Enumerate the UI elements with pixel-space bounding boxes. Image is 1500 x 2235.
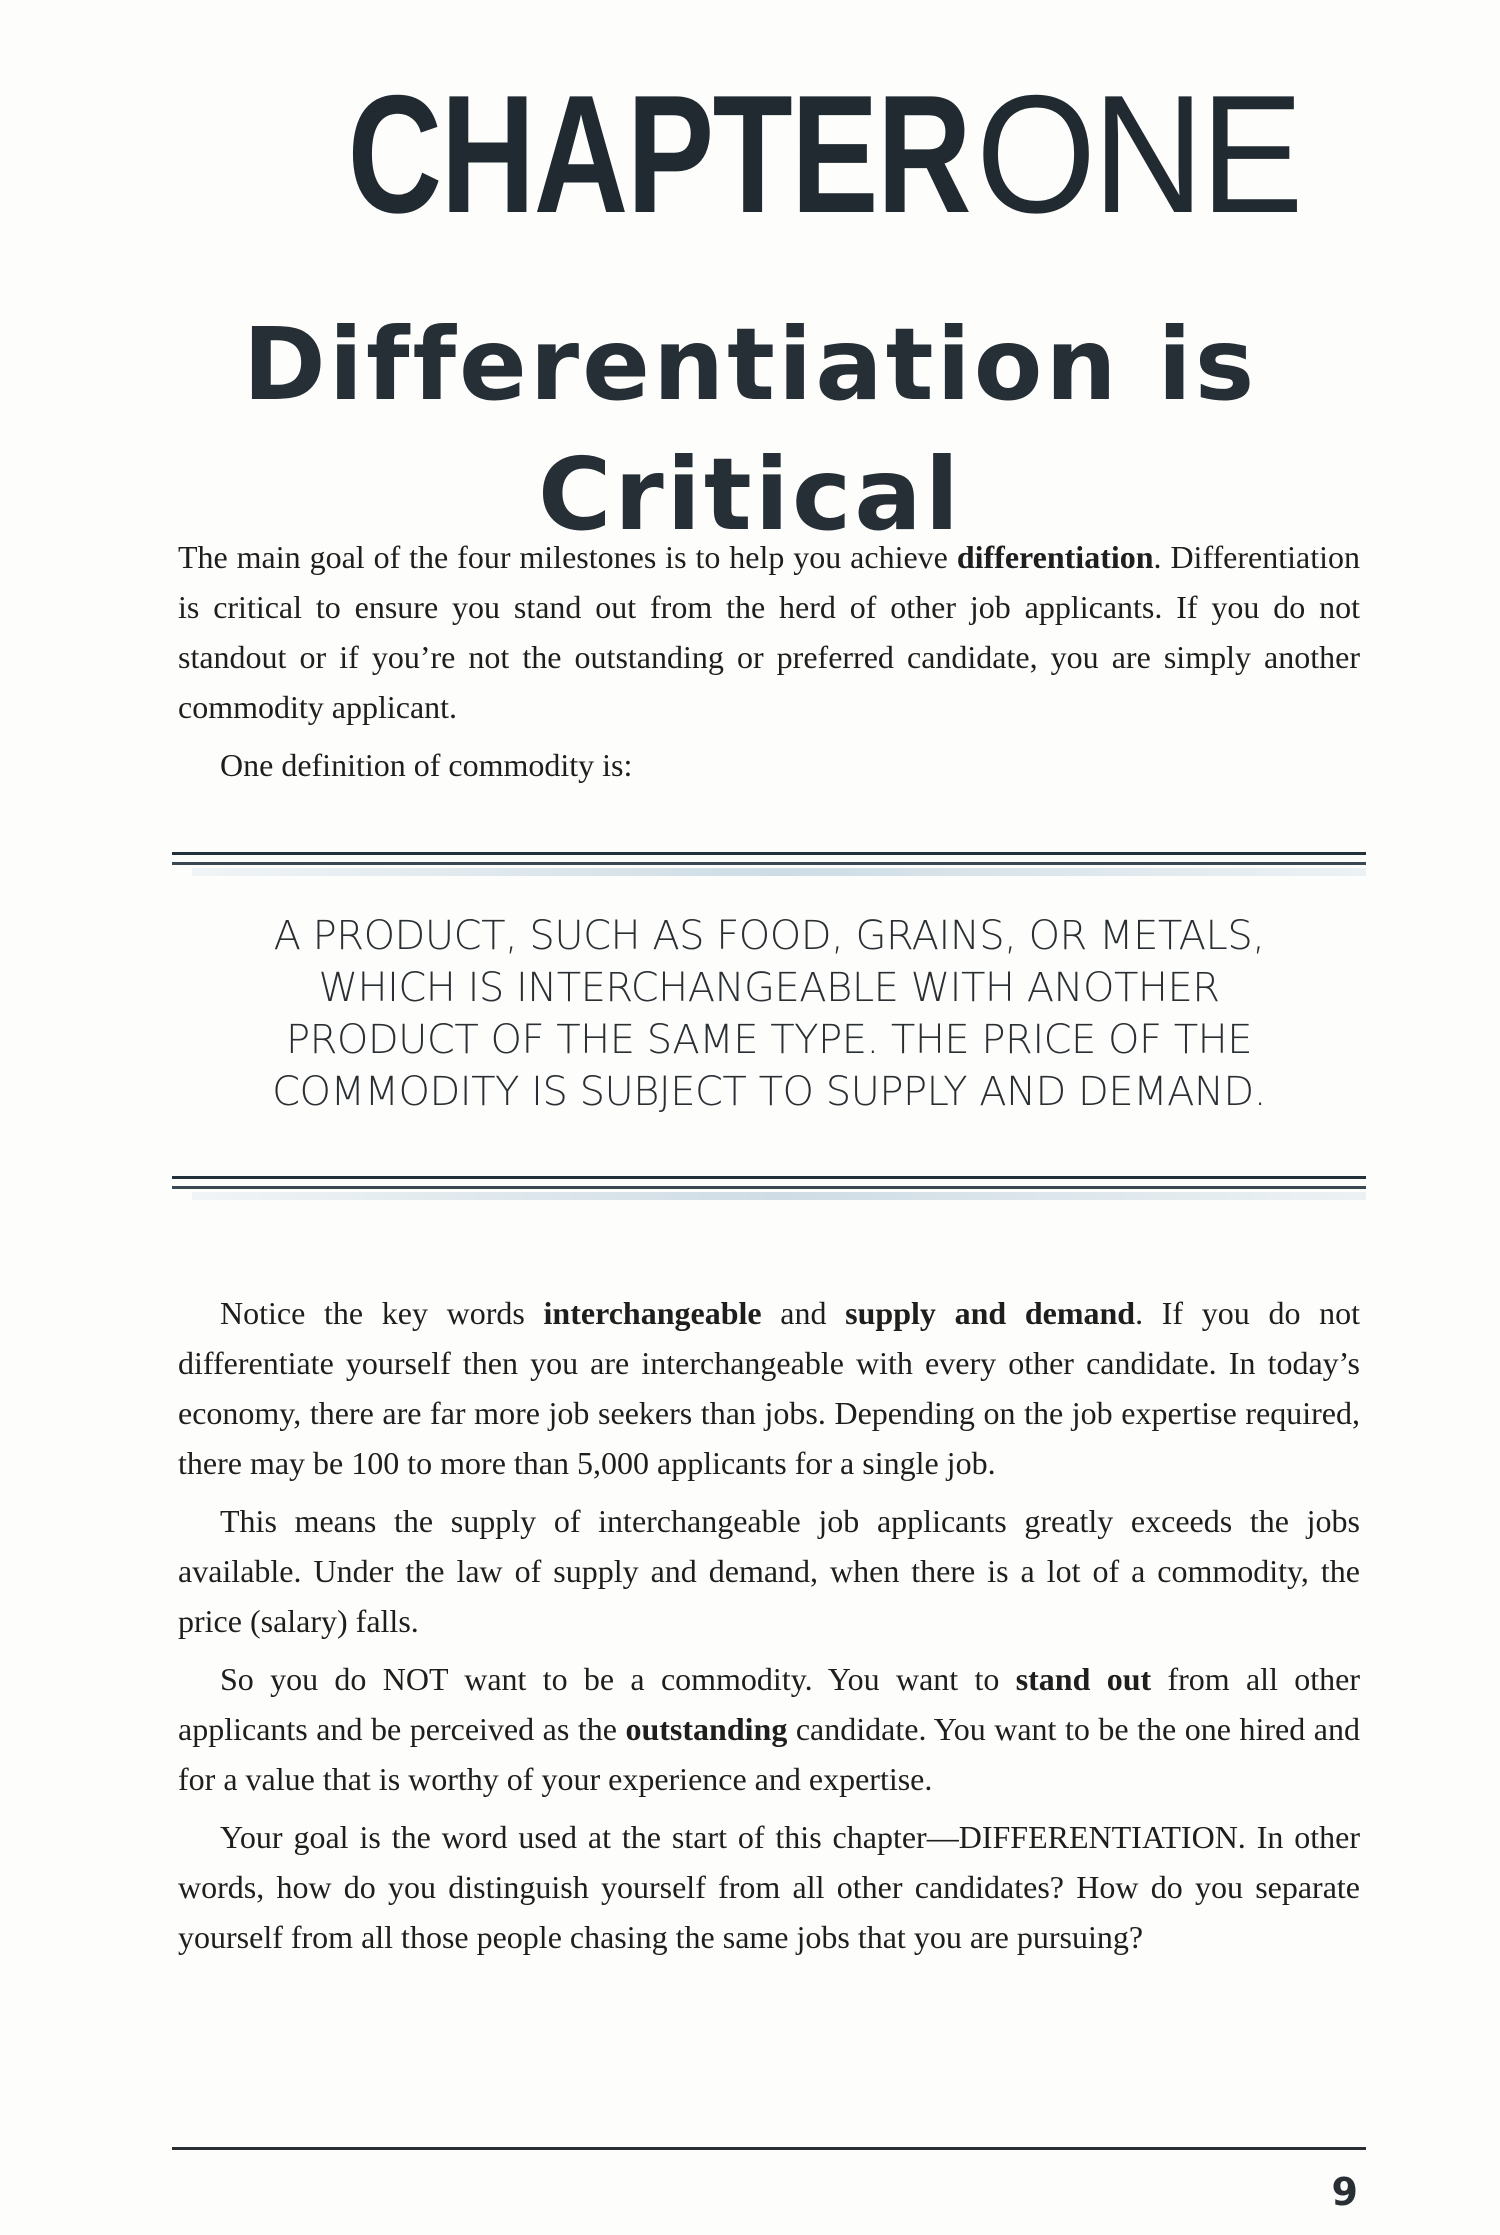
- text-run: So you do NOT want to be a commodity. You want to: [220, 1661, 1016, 1697]
- text-run: from all other applicants and be perceived as the: [178, 1661, 1361, 1747]
- text-run: candidate. You want to be the one hired and for a value that is worthy of your experience and expertise.: [178, 1711, 1360, 1797]
- chapter-title: [0, 300, 1500, 560]
- text-run: The main goal of the four milestones is to help you achieve: [178, 539, 957, 575]
- text-run: Notice the key words: [220, 1295, 544, 1331]
- chapter-title-line-1: Differentiation is: [242, 306, 1258, 423]
- intro-paragraph-1: [178, 532, 1360, 732]
- chapter-heading: [0, 60, 1500, 248]
- body-paragraph-4: Your goal is the word used at the start of this chapter—DIFFERENTIATION. In other words, how do you distinguish yourself from all other candidates? How do you separate yourself from all those people chasing the same jobs that you are pursuing?: [178, 1819, 1360, 1955]
- bold-term-interchangeable: interchangeable: [543, 1295, 762, 1331]
- footer-rule: [172, 2147, 1366, 2150]
- body-paragraph-2: This means the supply of interchangeable job applicants greatly exceeds the jobs available. Under the law of supply and demand, when there is a lot of a commodity, the price (salary) falls.: [178, 1503, 1360, 1639]
- chapter-title-line-2: Critical: [537, 436, 963, 553]
- definition-bottom-rule: [172, 1176, 1366, 1198]
- definition-line-1: A PRODUCT, SUCH AS FOOD, GRAINS, OR METALS,: [273, 913, 1265, 959]
- text-run: . If you do not differentiate yourself then you are interchangeable with every other candidate. In today’s economy, there are far more job seekers than jobs. Depending on the job expertise required, there may be 100 to more than 5,000 applicants for a single job.: [178, 1295, 1361, 1481]
- bold-term-differentiation: differentiation: [956, 539, 1154, 575]
- intro-paragraph-2: One definition of commodity is:: [220, 747, 633, 783]
- definition-line-3: PRODUCT OF THE SAME TYPE. THE PRICE OF THE: [285, 1017, 1253, 1063]
- text-run: and: [761, 1295, 846, 1331]
- body-paragraph-1: [178, 1288, 1360, 1488]
- text-run: . Differentiation is critical to ensure you stand out from the herd of other job applicants. If you do not standout or if you’re not the outstanding or preferred candidate, you are simply another commodity applicant.: [178, 539, 1361, 725]
- page-number: 9: [1331, 2170, 1358, 2214]
- body-text: [178, 1288, 1360, 1970]
- definition-line-4: COMMODITY IS SUBJECT TO SUPPLY AND DEMAND.: [272, 1069, 1266, 1115]
- body-paragraph-3: [178, 1654, 1360, 1804]
- definition-top-rule: [172, 852, 1366, 874]
- chapter-word: CHAPTER: [347, 60, 970, 248]
- intro-text: [178, 532, 1360, 798]
- bold-term-stand-out: stand out: [1015, 1661, 1152, 1697]
- bold-term-supply-and-demand: supply and demand: [845, 1295, 1136, 1331]
- definition-line-2: WHICH IS INTERCHANGEABLE WITH ANOTHER: [318, 965, 1220, 1011]
- chapter-number: ONE: [975, 60, 1300, 248]
- bold-term-outstanding: outstanding: [625, 1711, 788, 1747]
- definition-callout: [172, 910, 1366, 1118]
